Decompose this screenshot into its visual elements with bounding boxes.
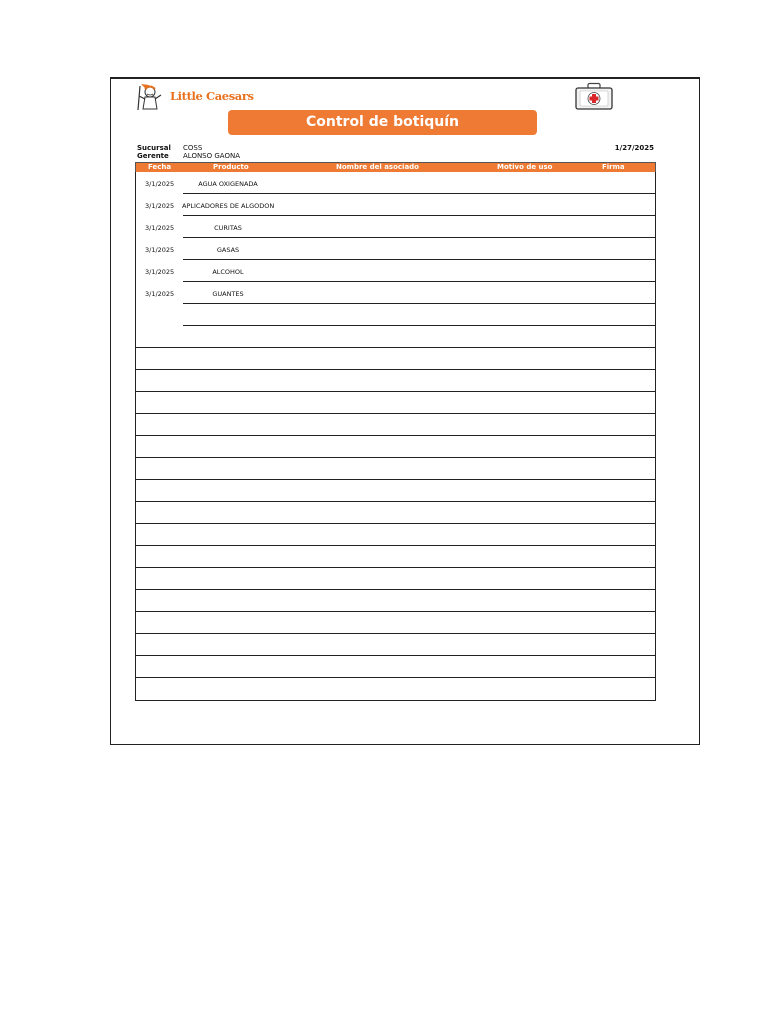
cell-producto: ALCOHOL — [212, 268, 244, 276]
form-date: 1/27/2025 — [614, 144, 654, 152]
little-caesar-mascot-icon — [135, 82, 169, 112]
branch-value: COSS — [183, 144, 203, 152]
table-row — [136, 216, 655, 238]
cell-fecha: 3/1/2025 — [145, 180, 175, 188]
table-row-empty — [136, 568, 655, 590]
table-row-empty — [136, 656, 655, 678]
cell-fecha: 3/1/2025 — [145, 224, 175, 232]
header-nombre: Nombre del asociado — [336, 163, 419, 171]
cell-producto: APLICADORES DE ALGODON — [182, 202, 274, 210]
table-row-empty — [136, 392, 655, 414]
table-header — [135, 162, 656, 172]
table-row-empty — [136, 458, 655, 480]
header-producto: Producto — [213, 163, 249, 171]
first-aid-kit-icon — [574, 82, 614, 111]
table-row-empty — [136, 326, 655, 348]
table-row — [136, 282, 655, 304]
table-row-empty — [136, 370, 655, 392]
table-row-empty — [136, 678, 655, 700]
table-row-empty — [136, 634, 655, 656]
cell-producto: AGUA OXIGENADA — [198, 180, 258, 188]
table-row-empty — [136, 414, 655, 436]
table-row-empty — [136, 590, 655, 612]
header-motivo: Motivo de uso — [497, 163, 553, 171]
cell-producto: GUANTES — [212, 290, 244, 298]
header-firma: Firma — [602, 163, 625, 171]
table-row — [136, 194, 655, 216]
cell-fecha: 3/1/2025 — [145, 290, 175, 298]
table-row-empty — [136, 502, 655, 524]
table-row — [136, 238, 655, 260]
cell-fecha: 3/1/2025 — [145, 202, 175, 210]
table-row-empty — [136, 612, 655, 634]
branch-label: Sucursal — [137, 144, 171, 152]
table-body — [135, 172, 656, 701]
header-fecha: Fecha — [148, 163, 172, 171]
table-row-empty — [136, 348, 655, 370]
table-row-empty — [136, 546, 655, 568]
form-title: Control de botiquín — [228, 110, 537, 135]
table-row — [136, 172, 655, 194]
cell-fecha: 3/1/2025 — [145, 246, 175, 254]
table-row-empty — [136, 524, 655, 546]
table-row — [136, 260, 655, 282]
table-row-empty — [136, 480, 655, 502]
cell-producto: CURITAS — [214, 224, 242, 232]
manager-label: Gerente — [137, 152, 169, 160]
table-row-empty — [136, 304, 655, 326]
cell-fecha: 3/1/2025 — [145, 268, 175, 276]
cell-producto: GASAS — [216, 246, 240, 254]
first-aid-log-table — [135, 162, 656, 701]
table-row-empty — [136, 436, 655, 458]
manager-value: ALONSO GAONA — [183, 152, 240, 160]
brand-logo — [135, 82, 254, 112]
brand-logo-text: Little Caesars — [170, 89, 254, 103]
